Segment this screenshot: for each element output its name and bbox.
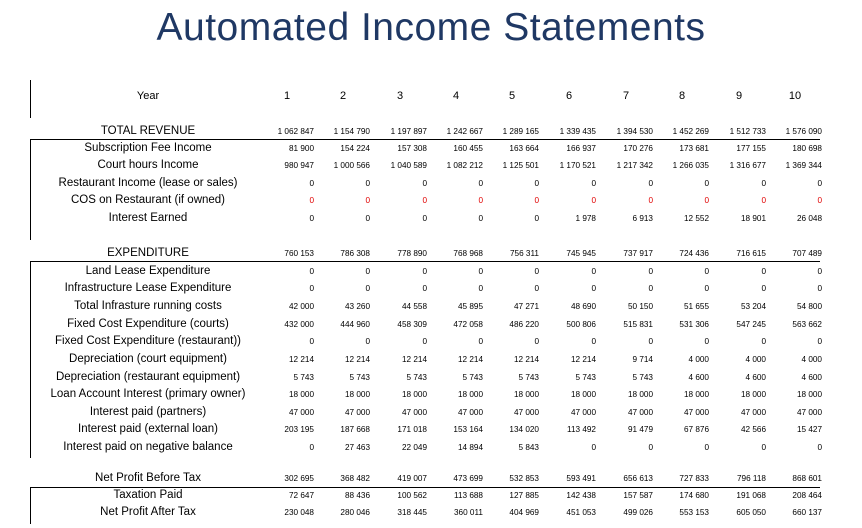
value-cell: 45 895 <box>457 302 483 311</box>
value-cell: 1 339 435 <box>559 127 596 136</box>
value-cell: 486 220 <box>509 320 539 329</box>
header-row <box>30 88 840 105</box>
value-cell: 707 489 <box>792 249 822 258</box>
row-label: Taxation Paid <box>113 489 183 501</box>
value-cell: 100 562 <box>397 491 427 500</box>
row-label: Depreciation (court equipment) <box>69 353 227 365</box>
value-cell: 0 <box>365 267 370 276</box>
value-cell: 0 <box>648 443 653 452</box>
value-cell: 4 000 <box>688 355 709 364</box>
year-column-header: 8 <box>678 90 686 102</box>
value-cell: 0 <box>648 179 653 188</box>
value-cell: 1 512 733 <box>729 127 766 136</box>
value-cell: 47 000 <box>344 408 370 417</box>
value-cell: 500 806 <box>566 320 596 329</box>
row-label: EXPENDITURE <box>107 247 189 259</box>
year-column-header: 9 <box>735 90 743 102</box>
value-cell: 1 062 847 <box>277 127 314 136</box>
value-cell: 91 479 <box>627 425 653 434</box>
value-cell: 0 <box>309 284 314 293</box>
value-cell: 166 937 <box>566 144 596 153</box>
table-row <box>30 316 840 333</box>
value-cell: 4 000 <box>801 355 822 364</box>
year-column-header: 10 <box>788 90 802 102</box>
value-cell: 0 <box>422 284 427 293</box>
value-cell: 0 <box>817 284 822 293</box>
value-cell: 0 <box>422 267 427 276</box>
value-cell: 113 492 <box>567 425 596 434</box>
value-cell: 0 <box>534 284 539 293</box>
value-cell: 203 195 <box>284 425 314 434</box>
value-cell: 12 214 <box>344 355 370 364</box>
value-cell: 0 <box>591 284 596 293</box>
value-cell: 0 <box>648 267 653 276</box>
table-row <box>30 210 840 227</box>
value-cell: 88 436 <box>344 491 370 500</box>
value-cell: 1 125 501 <box>502 161 539 170</box>
row-label: Subscription Fee Income <box>84 142 212 154</box>
row-label: Net Profit After Tax <box>100 506 196 518</box>
value-cell: 42 000 <box>288 302 314 311</box>
value-cell: 0 <box>817 267 822 276</box>
value-cell: 47 000 <box>570 408 596 417</box>
value-cell: 796 118 <box>737 474 766 483</box>
row-label: Interest Earned <box>108 212 188 224</box>
value-cell: 499 026 <box>623 508 653 517</box>
value-cell: 230 048 <box>284 508 314 517</box>
value-cell: 0 <box>309 196 314 205</box>
value-cell: 656 613 <box>623 474 653 483</box>
value-cell: 531 306 <box>679 320 709 329</box>
value-cell: 0 <box>761 179 766 188</box>
value-cell: 12 214 <box>288 355 314 364</box>
value-cell: 563 662 <box>792 320 822 329</box>
table-row <box>30 404 840 421</box>
value-cell: 18 000 <box>401 390 427 399</box>
table-row <box>30 351 840 368</box>
value-cell: 1 394 530 <box>616 127 653 136</box>
value-cell: 0 <box>761 267 766 276</box>
page-title: Automated Income Statements <box>156 6 706 49</box>
value-cell: 302 695 <box>284 474 314 483</box>
value-cell: 18 000 <box>344 390 370 399</box>
value-cell: 0 <box>478 284 483 293</box>
row-label: Net Profit Before Tax <box>95 472 201 484</box>
value-cell: 0 <box>761 443 766 452</box>
value-cell: 72 647 <box>288 491 314 500</box>
value-cell: 113 688 <box>454 491 483 500</box>
value-cell: 0 <box>591 179 596 188</box>
value-cell: 47 000 <box>683 408 709 417</box>
value-cell: 458 309 <box>397 320 427 329</box>
value-cell: 142 438 <box>566 491 596 500</box>
value-cell: 5 743 <box>632 373 653 382</box>
year-column-header: 5 <box>508 90 516 102</box>
value-cell: 5 743 <box>462 373 483 382</box>
value-cell: 47 000 <box>796 408 822 417</box>
value-cell: 0 <box>365 284 370 293</box>
value-cell: 47 271 <box>513 302 539 311</box>
value-cell: 134 020 <box>509 425 539 434</box>
value-cell: 0 <box>422 196 427 205</box>
value-cell: 4 000 <box>745 355 766 364</box>
value-cell: 0 <box>309 443 314 452</box>
value-cell: 15 427 <box>796 425 822 434</box>
year-column-header: 4 <box>452 90 460 102</box>
table-row <box>30 123 840 140</box>
value-cell: 0 <box>534 337 539 346</box>
value-cell: 0 <box>648 337 653 346</box>
row-label: Depreciation (restaurant equipment) <box>55 371 241 383</box>
table-row <box>30 140 840 157</box>
value-cell: 980 947 <box>284 161 314 170</box>
year-label: Year <box>136 90 160 102</box>
value-cell: 18 000 <box>683 390 709 399</box>
value-cell: 0 <box>591 267 596 276</box>
value-cell: 5 743 <box>575 373 596 382</box>
value-cell: 18 000 <box>288 390 314 399</box>
value-cell: 26 048 <box>796 214 822 223</box>
value-cell: 51 655 <box>683 302 709 311</box>
value-cell: 5 743 <box>293 373 314 382</box>
value-cell: 44 558 <box>401 302 427 311</box>
value-cell: 0 <box>422 214 427 223</box>
value-cell: 1 242 667 <box>446 127 483 136</box>
value-cell: 727 833 <box>679 474 709 483</box>
value-cell: 187 668 <box>340 425 370 434</box>
value-cell: 177 155 <box>736 144 766 153</box>
value-cell: 12 552 <box>683 214 709 223</box>
value-cell: 1 289 165 <box>502 127 539 136</box>
value-cell: 157 587 <box>623 491 653 500</box>
value-cell: 1 266 035 <box>672 161 709 170</box>
value-cell: 174 680 <box>679 491 709 500</box>
value-cell: 1 082 212 <box>446 161 483 170</box>
row-label: COS on Restaurant (if owned) <box>70 194 226 206</box>
value-cell: 0 <box>817 196 822 205</box>
value-cell: 5 843 <box>518 443 539 452</box>
value-cell: 163 664 <box>509 144 539 153</box>
value-cell: 191 068 <box>736 491 766 500</box>
value-cell: 67 876 <box>683 425 709 434</box>
value-cell: 368 482 <box>340 474 370 483</box>
row-label: Interest paid (external loan) <box>78 423 218 435</box>
value-cell: 547 245 <box>736 320 766 329</box>
value-cell: 1 217 342 <box>616 161 653 170</box>
value-cell: 724 436 <box>679 249 709 258</box>
value-cell: 22 049 <box>401 443 427 452</box>
value-cell: 786 308 <box>340 249 370 258</box>
value-cell: 0 <box>591 443 596 452</box>
value-cell: 0 <box>309 267 314 276</box>
value-cell: 18 000 <box>513 390 539 399</box>
value-cell: 0 <box>365 179 370 188</box>
value-cell: 0 <box>478 179 483 188</box>
value-cell: 0 <box>422 337 427 346</box>
value-cell: 0 <box>704 196 709 205</box>
value-cell: 43 260 <box>344 302 370 311</box>
value-cell: 47 000 <box>627 408 653 417</box>
value-cell: 419 007 <box>397 474 427 483</box>
value-cell: 0 <box>817 443 822 452</box>
value-cell: 47 000 <box>288 408 314 417</box>
value-cell: 54 800 <box>796 302 822 311</box>
year-column-header: 2 <box>339 90 347 102</box>
table-row <box>30 333 840 350</box>
value-cell: 0 <box>817 179 822 188</box>
year-column-header: 1 <box>283 90 291 102</box>
value-cell: 4 600 <box>801 373 822 382</box>
value-cell: 0 <box>478 337 483 346</box>
value-cell: 473 699 <box>453 474 483 483</box>
value-cell: 171 018 <box>397 425 427 434</box>
value-cell: 605 050 <box>736 508 766 517</box>
value-cell: 0 <box>648 284 653 293</box>
value-cell: 1 978 <box>575 214 596 223</box>
value-cell: 170 276 <box>623 144 653 153</box>
value-cell: 0 <box>761 337 766 346</box>
value-cell: 593 491 <box>566 474 596 483</box>
value-cell: 173 681 <box>679 144 709 153</box>
value-cell: 154 224 <box>340 144 370 153</box>
value-cell: 0 <box>534 214 539 223</box>
value-cell: 47 000 <box>401 408 427 417</box>
value-cell: 0 <box>478 267 483 276</box>
row-label: Fixed Cost Expenditure (courts) <box>67 318 229 330</box>
value-cell: 5 743 <box>349 373 370 382</box>
value-cell: 5 743 <box>518 373 539 382</box>
table-row <box>30 245 840 262</box>
value-cell: 0 <box>704 443 709 452</box>
value-cell: 153 164 <box>453 425 483 434</box>
table-row <box>30 157 840 174</box>
value-cell: 0 <box>422 179 427 188</box>
table-row <box>30 280 840 297</box>
value-cell: 6 913 <box>632 214 653 223</box>
value-cell: 157 308 <box>397 144 427 153</box>
row-label: Loan Account Interest (primary owner) <box>50 388 246 400</box>
value-cell: 47 000 <box>740 408 766 417</box>
year-column-header: 7 <box>622 90 630 102</box>
value-cell: 5 743 <box>406 373 427 382</box>
value-cell: 18 000 <box>627 390 653 399</box>
row-label: Fixed Cost Expenditure (restaurant)) <box>55 335 241 347</box>
table-row <box>30 470 840 487</box>
value-cell: 716 615 <box>736 249 766 258</box>
value-cell: 0 <box>309 214 314 223</box>
value-cell: 1 316 677 <box>729 161 766 170</box>
table-row <box>30 421 840 438</box>
value-cell: 0 <box>309 179 314 188</box>
value-cell: 53 204 <box>740 302 766 311</box>
value-cell: 12 214 <box>513 355 539 364</box>
value-cell: 1 170 521 <box>559 161 596 170</box>
value-cell: 280 046 <box>340 508 370 517</box>
table-row <box>30 504 840 521</box>
value-cell: 0 <box>761 196 766 205</box>
value-cell: 515 831 <box>623 320 653 329</box>
value-cell: 756 311 <box>510 249 539 258</box>
value-cell: 18 000 <box>457 390 483 399</box>
row-label: Restaurant Income (lease or sales) <box>58 177 238 189</box>
value-cell: 760 153 <box>284 249 314 258</box>
value-cell: 0 <box>704 284 709 293</box>
year-column-header: 6 <box>565 90 573 102</box>
value-cell: 778 890 <box>397 249 427 258</box>
value-cell: 737 917 <box>623 249 653 258</box>
value-cell: 48 690 <box>570 302 596 311</box>
table-row <box>30 263 840 280</box>
value-cell: 0 <box>365 196 370 205</box>
value-cell: 27 463 <box>344 443 370 452</box>
value-cell: 81 900 <box>288 144 314 153</box>
value-cell: 1 197 897 <box>390 127 427 136</box>
row-label: Interest paid (partners) <box>89 406 207 418</box>
table-row <box>30 298 840 315</box>
value-cell: 0 <box>365 214 370 223</box>
value-cell: 12 214 <box>570 355 596 364</box>
row-label: Infrastructure Lease Expenditure <box>64 282 232 294</box>
table-row <box>30 439 840 456</box>
value-cell: 745 945 <box>566 249 596 258</box>
value-cell: 0 <box>704 267 709 276</box>
value-cell: 0 <box>309 337 314 346</box>
value-cell: 0 <box>534 196 539 205</box>
value-cell: 451 053 <box>566 508 596 517</box>
value-cell: 9 714 <box>632 355 653 364</box>
table-row <box>30 487 840 504</box>
value-cell: 160 455 <box>453 144 483 153</box>
row-label: Land Lease Expenditure <box>85 265 211 277</box>
value-cell: 1 369 344 <box>785 161 822 170</box>
value-cell: 12 214 <box>457 355 483 364</box>
year-column-header: 3 <box>396 90 404 102</box>
value-cell: 18 000 <box>740 390 766 399</box>
value-cell: 1 000 566 <box>333 161 370 170</box>
row-label: Court hours Income <box>97 159 199 171</box>
row-label: Total Infrasture running costs <box>74 300 222 312</box>
value-cell: 0 <box>591 337 596 346</box>
value-cell: 0 <box>534 267 539 276</box>
value-cell: 18 000 <box>796 390 822 399</box>
table-row <box>30 175 840 192</box>
value-cell: 18 000 <box>570 390 596 399</box>
value-cell: 0 <box>534 179 539 188</box>
table-row <box>30 369 840 386</box>
value-cell: 0 <box>478 196 483 205</box>
value-cell: 0 <box>761 284 766 293</box>
value-cell: 1 576 090 <box>785 127 822 136</box>
value-cell: 444 960 <box>340 320 370 329</box>
value-cell: 180 698 <box>792 144 822 153</box>
value-cell: 50 150 <box>627 302 653 311</box>
value-cell: 47 000 <box>513 408 539 417</box>
value-cell: 208 464 <box>792 491 822 500</box>
value-cell: 0 <box>817 337 822 346</box>
value-cell: 0 <box>704 179 709 188</box>
value-cell: 868 601 <box>792 474 822 483</box>
value-cell: 127 885 <box>509 491 539 500</box>
value-cell: 472 058 <box>453 320 483 329</box>
value-cell: 1 154 790 <box>333 127 370 136</box>
row-label: Interest paid on negative balance <box>63 441 233 453</box>
value-cell: 0 <box>648 196 653 205</box>
value-cell: 1 040 589 <box>390 161 427 170</box>
value-cell: 432 000 <box>284 320 314 329</box>
value-cell: 660 137 <box>792 508 822 517</box>
value-cell: 18 901 <box>740 214 766 223</box>
value-cell: 404 969 <box>509 508 539 517</box>
table-row <box>30 386 840 403</box>
value-cell: 0 <box>365 337 370 346</box>
value-cell: 360 011 <box>454 508 483 517</box>
row-label: TOTAL REVENUE <box>100 125 196 137</box>
value-cell: 532 853 <box>509 474 539 483</box>
value-cell: 4 600 <box>688 373 709 382</box>
value-cell: 12 214 <box>401 355 427 364</box>
value-cell: 553 153 <box>679 508 709 517</box>
value-cell: 0 <box>704 337 709 346</box>
value-cell: 4 600 <box>745 373 766 382</box>
value-cell: 768 968 <box>453 249 483 258</box>
value-cell: 42 566 <box>740 425 766 434</box>
value-cell: 47 000 <box>457 408 483 417</box>
value-cell: 318 445 <box>397 508 427 517</box>
value-cell: 14 894 <box>457 443 483 452</box>
value-cell: 1 452 269 <box>672 127 709 136</box>
table-row <box>30 192 840 209</box>
value-cell: 0 <box>591 196 596 205</box>
value-cell: 0 <box>478 214 483 223</box>
